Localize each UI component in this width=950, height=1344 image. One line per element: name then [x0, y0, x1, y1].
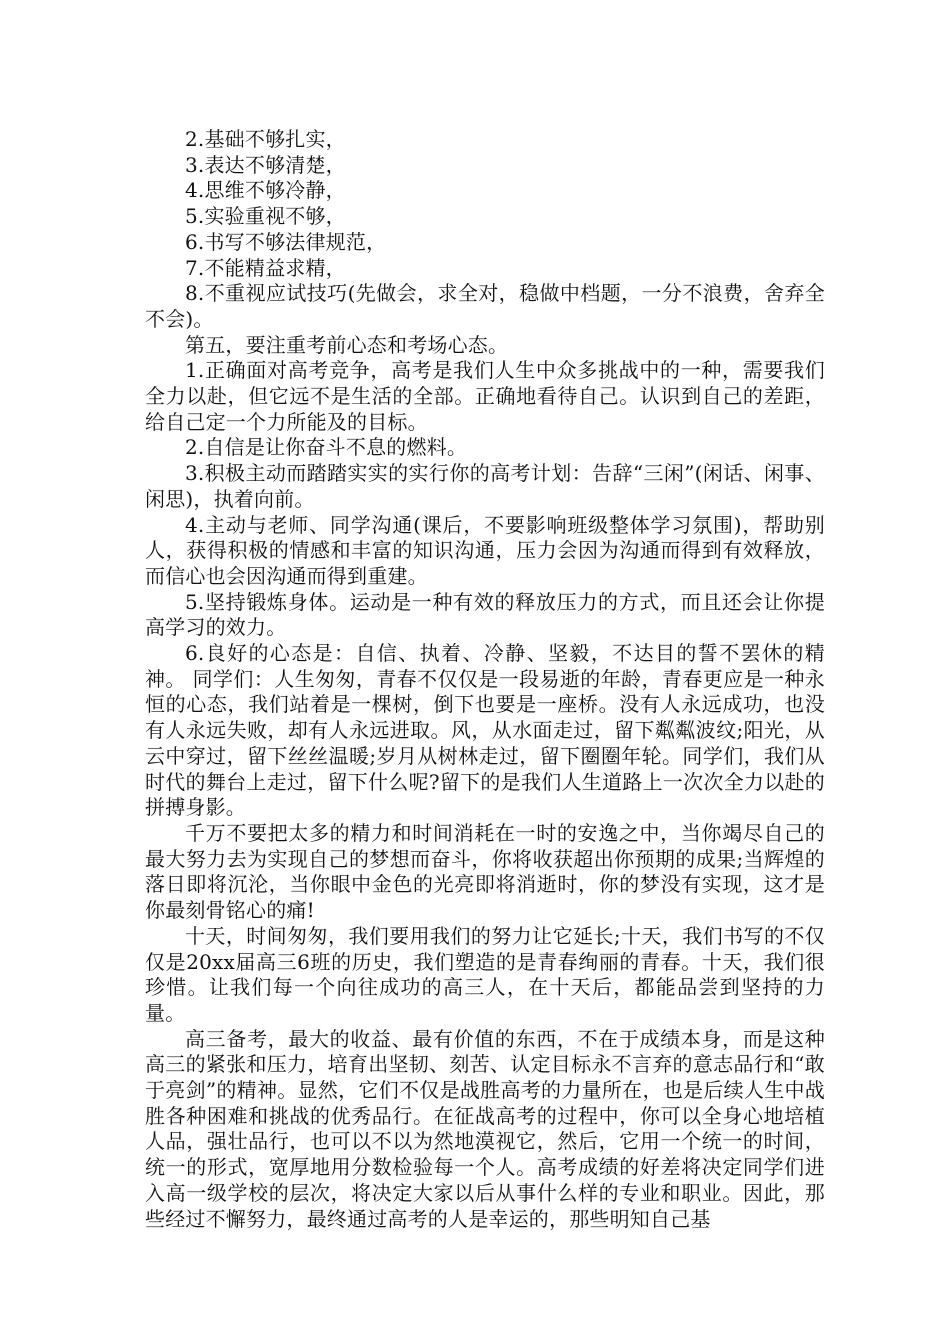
- paragraph: 4.思维不够冷静，: [185, 178, 346, 203]
- paragraph: 8.不重视应试技巧(先做会，求全对，稳做中档题，一分不浪费，舍弃全不会)。: [145, 281, 825, 331]
- paragraph: 1.正确面对高考竞争，高考是我们人生中众多挑战中的一种，需要我们全力以赴，但它远不是生活的全部。正确地看待自己。认识到自己的差距，给自己定一个力所能及的目标。: [145, 358, 825, 434]
- paragraph: 6.良好的心态是：自信、执着、冷静、坚毅，不达目的誓不罢休的精神。 同学们：人生匆匆，青春不仅仅是一段易逝的年龄，青春更应是一种永恒的心态，我们站着是一棵树，倒下也要是一座桥。没有人永远成功，也没有人永远失败，却有人永远进取。风，从水面走过，留下粼粼波纹;阳光，从云中穿过，留下丝丝温暖;岁月从树林走过，留下圈圈年轮。同学们，我们从时代的舞台上走过，留下什么呢?留下的是我们人生道路上一次次全力以赴的拼搏身影。: [145, 641, 825, 820]
- document-body: [145, 127, 825, 1232]
- paragraph: 3.表达不够清楚，: [185, 152, 346, 177]
- paragraph: 十天，时间匆匆，我们要用我们的努力让它延长;十天，我们书写的不仅仅是20xx届高三6班的历史，我们塑造的是青春绚丽的青春。十天，我们很珍惜。让我们每一个向往成功的高三人，在十天后，都能品尝到坚持的力量。: [145, 923, 825, 1025]
- paragraph: 2.基础不够扎实，: [185, 127, 346, 151]
- paragraph: 3.积极主动而踏踏实实的实行你的高考计划：告辞“三闲”(闲话、闲事、闲思)，执着向前。: [145, 461, 825, 511]
- paragraph: 6.书写不够法律规范，: [185, 229, 387, 254]
- paragraph: 2.自信是让你奋斗不息的燃料。: [185, 435, 468, 460]
- section-heading: 第五，要注重考前心态和考场心态。: [185, 332, 509, 357]
- paragraph: 高三备考，最大的收益、最有价值的东西，不在于成绩本身，而是这种高三的紧张和压力，培育出坚韧、刻苦、认定目标永不言弃的意志品行和“敢于亮剑”的精神。显然，它们不仅是战胜高考的力量所在，也是后续人生中战胜各种困难和挑战的优秀品行。在征战高考的过程中，你可以全身心地培植人品，强壮品行，也可以不以为然地漠视它，然后，它用一个统一的时间，统一的形式，宽厚地用分数检验每一个人。高考成绩的好差将决定同学们进入高一级学校的层次，将决定大家以后从事什么样的专业和职业。因此，那些经过不懈努力，最终通过高考的人是幸运的，那些明知自己基: [145, 1026, 825, 1231]
- paragraph: 千万不要把太多的精力和时间消耗在一时的安逸之中，当你竭尽自己的最大努力去为实现自己的梦想而奋斗，你将收获超出你预期的成果;当辉煌的落日即将沉沦，当你眼中金色的光亮即将消逝时，你的梦没有实现，这才是你最刻骨铭心的痛!: [145, 820, 825, 923]
- paragraph: 7.不能精益求精，: [185, 255, 346, 280]
- paragraph: 5.坚持锻炼身体。运动是一种有效的释放压力的方式，而且还会让你提高学习的效力。: [145, 589, 825, 640]
- paragraph: 4.主动与老师、同学沟通(课后，不要影响班级整体学习氛围)，帮助别人，获得积极的情感和丰富的知识沟通，压力会因为沟通而得到有效释放，而信心也会因沟通而得到重建。: [145, 512, 825, 588]
- paragraph: 5.实验重视不够，: [185, 204, 346, 229]
